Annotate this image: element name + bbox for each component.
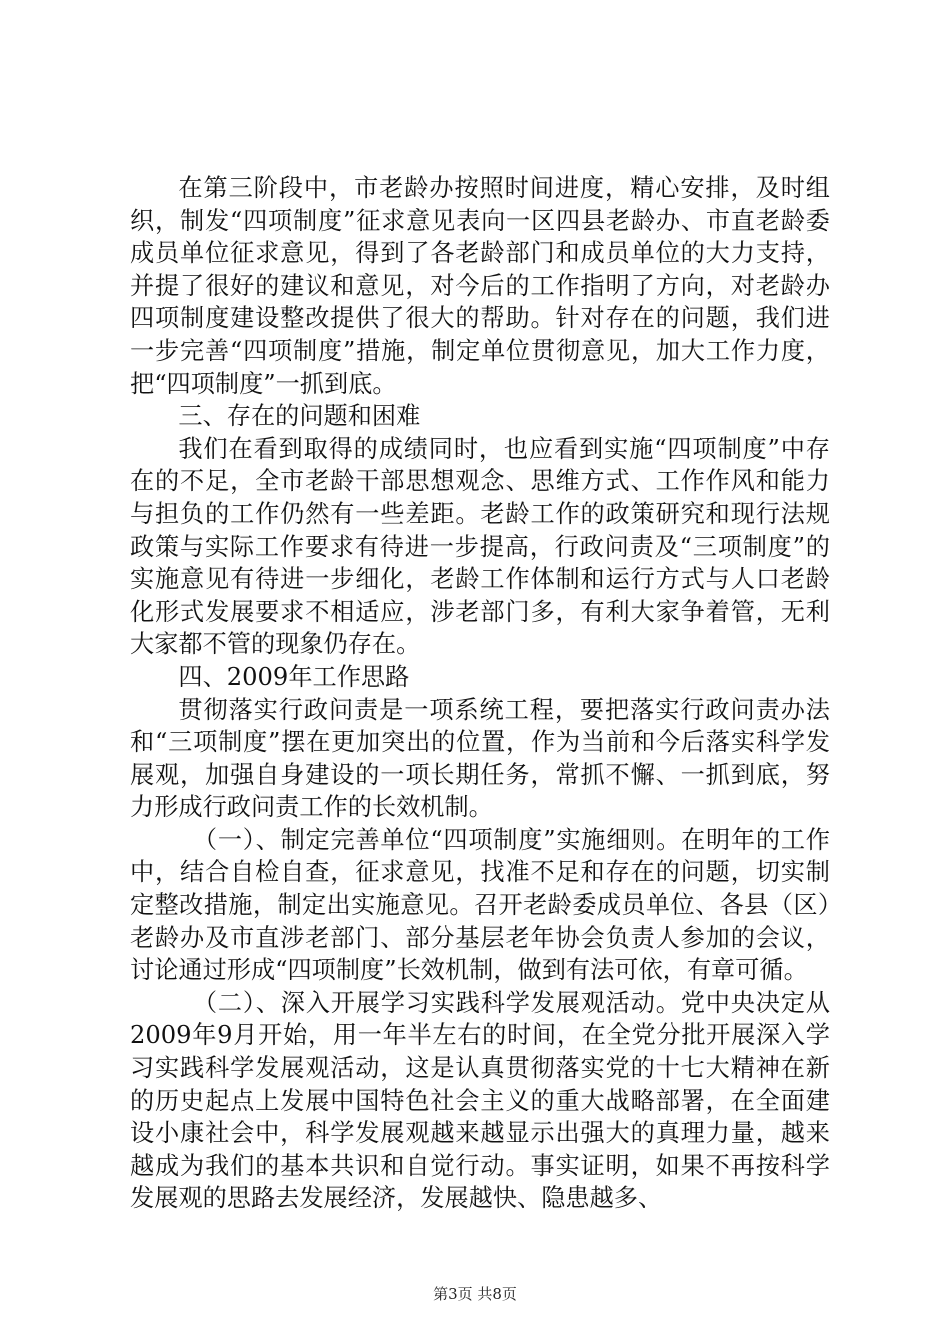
document-body <box>130 172 830 1215</box>
section-heading-problems: 三、存在的问题和困难 <box>178 402 421 431</box>
paragraph-stage-three: 在第三阶段中，市老龄办按照时间进度，精心安排，及时组织，制发“四项制度”征求意见表向一区四县老龄办、市直老龄委成员单位征求意见，得到了各老龄部门和成员单位的大力支持，并提了很好的建议和意见，对今后的工作指明了方向，对老龄办四项制度建设整改提供了很大的帮助。针对存在的问题，我们进一步完善“四项制度”措施，制定单位贯彻意见，加大工作力度，把“四项制度”一抓到底。 <box>130 174 830 398</box>
paragraph-accountability: 贯彻落实行政问责是一项系统工程，要把落实行政问责办法和“三项制度”摆在更加突出的位置，作为当前和今后落实科学发展观，加强自身建设的一项长期任务，常抓不懈、一抓到底，努力形成行政问责工作的长效机制。 <box>130 695 830 822</box>
paragraph-item-two: （二）、深入开展学习实践科学发展观活动。党中央决定从2009年9月开始，用一年半左右的时间，在全党分批开展深入学习实践科学发展观活动，这是认真贯彻落实党的十七大精神在新的历史起点上发展中国特色社会主义的重大战略部署，在全面建设小康社会中，科学发展观越来越显示出强大的真理力量，越来越成为我们的基本共识和自觉行动。事实证明，如果不再按科学发展观的思路去发展经济，发展越快、隐患越多、 <box>130 988 830 1213</box>
page-footer: 第3页 共8页 <box>433 1285 517 1303</box>
paragraph-problems: 我们在看到取得的成绩同时，也应看到实施“四项制度”中存在的不足，全市老龄干部思想观念、思维方式、工作作风和能力与担负的工作仍然有一些差距。老龄工作的政策研究和现行法规政策与实际工作要求有待进一步提高，行政问责及“三项制度”的实施意见有待进一步细化，老龄工作体制和运行方式与人口老龄化形式发展要求不相适应，涉老部门多，有利大家争着管，无利大家都不管的现象仍存在。 <box>130 434 830 659</box>
paragraph-item-one: （一）、制定完善单位“四项制度”实施细则。在明年的工作中，结合自检自查，征求意见，找准不足和存在的问题，切实制定整改措施，制定出实施意见。召开老龄委成员单位、各县（区）老龄办及市直涉老部门、部分基层老年协会负责人参加的会议，讨论通过形成“四项制度”长效机制，做到有法可依，有章可循。 <box>130 825 830 985</box>
section-heading-2009-plan: 四、2009年工作思路 <box>178 662 410 691</box>
